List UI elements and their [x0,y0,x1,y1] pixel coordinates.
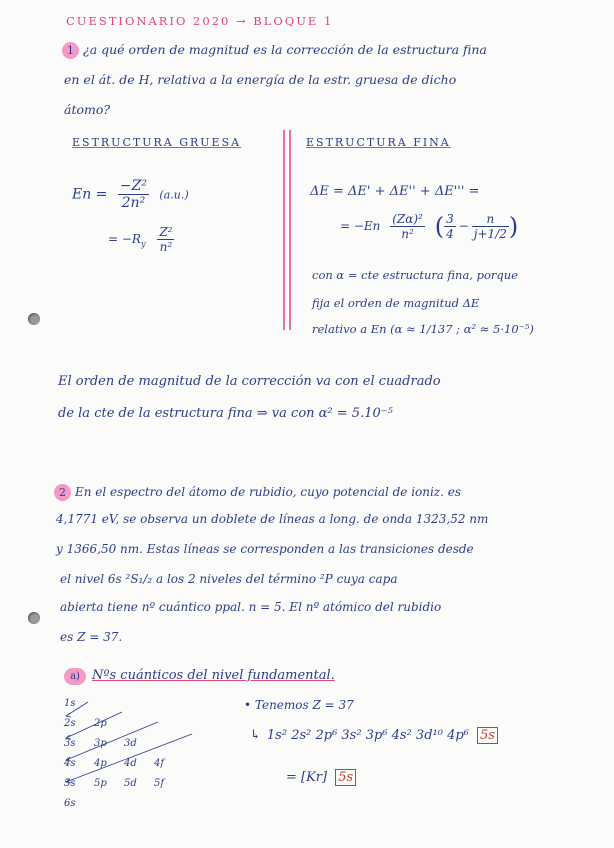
binder-hole-top [28,313,40,325]
electron-config: ↳ 1s² 2s² 2p⁶ 3s² 3p⁶ 4s² 3d¹⁰ 4p⁶ 5s [250,728,498,743]
aufbau-diagram [60,694,240,824]
tenemos-z: • Tenemos Z = 37 [244,698,354,712]
gruesa-equation-alt: = $-R_y$ $\frac{\text{Z²}}{\text{n²}}$ [108,225,173,254]
orbital-label-4f: 4f [154,758,165,769]
fina-heading: ESTRUCTURA FINA [306,136,451,149]
fina-equation-1: ΔE = ΔE' + ΔE'' + ΔE''' = [310,184,480,199]
question-2-line-4: el nivel 6s ²S₁/₂ a los 2 niveles del término ²P cuya capa [60,572,398,586]
question-2-number: 2 [54,484,71,501]
binder-hole-bottom [28,612,40,624]
kr-config: = [Kr] 5s [286,770,356,785]
fina-note-2: fija el orden de magnitud ΔE [312,296,480,310]
orbital-label-5p: 5p [94,778,107,789]
orbital-label-5s: 5s [64,778,76,789]
orbital-label-3s: 3s [64,738,76,749]
question-2-line-3: y 1366,50 nm. Estas líneas se corresponden a las transiciones desde [56,542,474,556]
orbital-label-3p: 3p [94,738,107,749]
orbital-label-1s: 1s [64,698,76,709]
column-divider-right [289,130,291,330]
subquestion-a-label: a) [64,668,86,685]
fina-note-3: relativo a En (α ≈ 1/137 ; α² ≈ 5·10⁻⁵) [312,322,534,336]
gruesa-heading: ESTRUCTURA GRUESA [72,136,242,149]
question-2-line-6: es Z = 37. [60,630,123,644]
orbital-label-4s: 4s [64,758,76,769]
config-5s-box: 5s [477,727,498,744]
orbital-label-5d: 5d [124,778,137,789]
subquestion-a: a) Nºs cuánticos del nivel fundamental. [64,668,335,685]
question-1-line-3: átomo? [64,102,111,117]
fina-note-1: con α = cte estructura fina, porque [312,268,518,282]
orbital-label-4p: 4p [94,758,107,769]
orbital-label-5f: 5f [154,778,165,789]
conclusion-line-2: de la cte de la estructura fina ⇒ va con α² = 5.10⁻⁵ [58,406,393,421]
question-2-line-1: 2 En el espectro del átomo de rubidio, cuyo potencial de ioniz. es [54,484,461,501]
orbital-label-6s: 6s [64,798,76,809]
orbital-label-4d: 4d [124,758,137,769]
question-1-number: 1 [62,42,79,59]
column-divider-left [283,130,285,330]
question-1-line-2: en el át. de H, relativa a la energía de la estr. gruesa de dicho [64,72,457,87]
kr-5s-box: 5s [335,769,356,786]
gruesa-equation: En = $\frac{\text{−Z²}}{\text{2n²}}$ (a.u.) [72,178,189,211]
orbital-label-2s: 2s [64,718,76,729]
fina-equation-2: = −En $\frac{\text{(Zα)²}}{\text{n²}}$ ( $\frac{3}{4}$ − $\frac{n}{j+1/2}$ ) [340,212,519,241]
question-2-line-5: abierta tiene nº cuántico ppal. n = 5. El nº atómico del rubidio [60,600,442,614]
question-1-line-1: 1 ¿a qué orden de magnitud es la corrección de la estructura fina [62,42,487,59]
orbital-label-3d: 3d [124,738,137,749]
page-header: CUESTIONARIO 2020 → BLOQUE 1 [66,14,334,28]
question-2-line-2: 4,1771 eV, se observa un doblete de líneas a long. de onda 1323,52 nm [56,512,489,526]
conclusion-line-1: El orden de magnitud de la corrección va con el cuadrado [58,374,441,389]
orbital-label-2p: 2p [94,718,107,729]
